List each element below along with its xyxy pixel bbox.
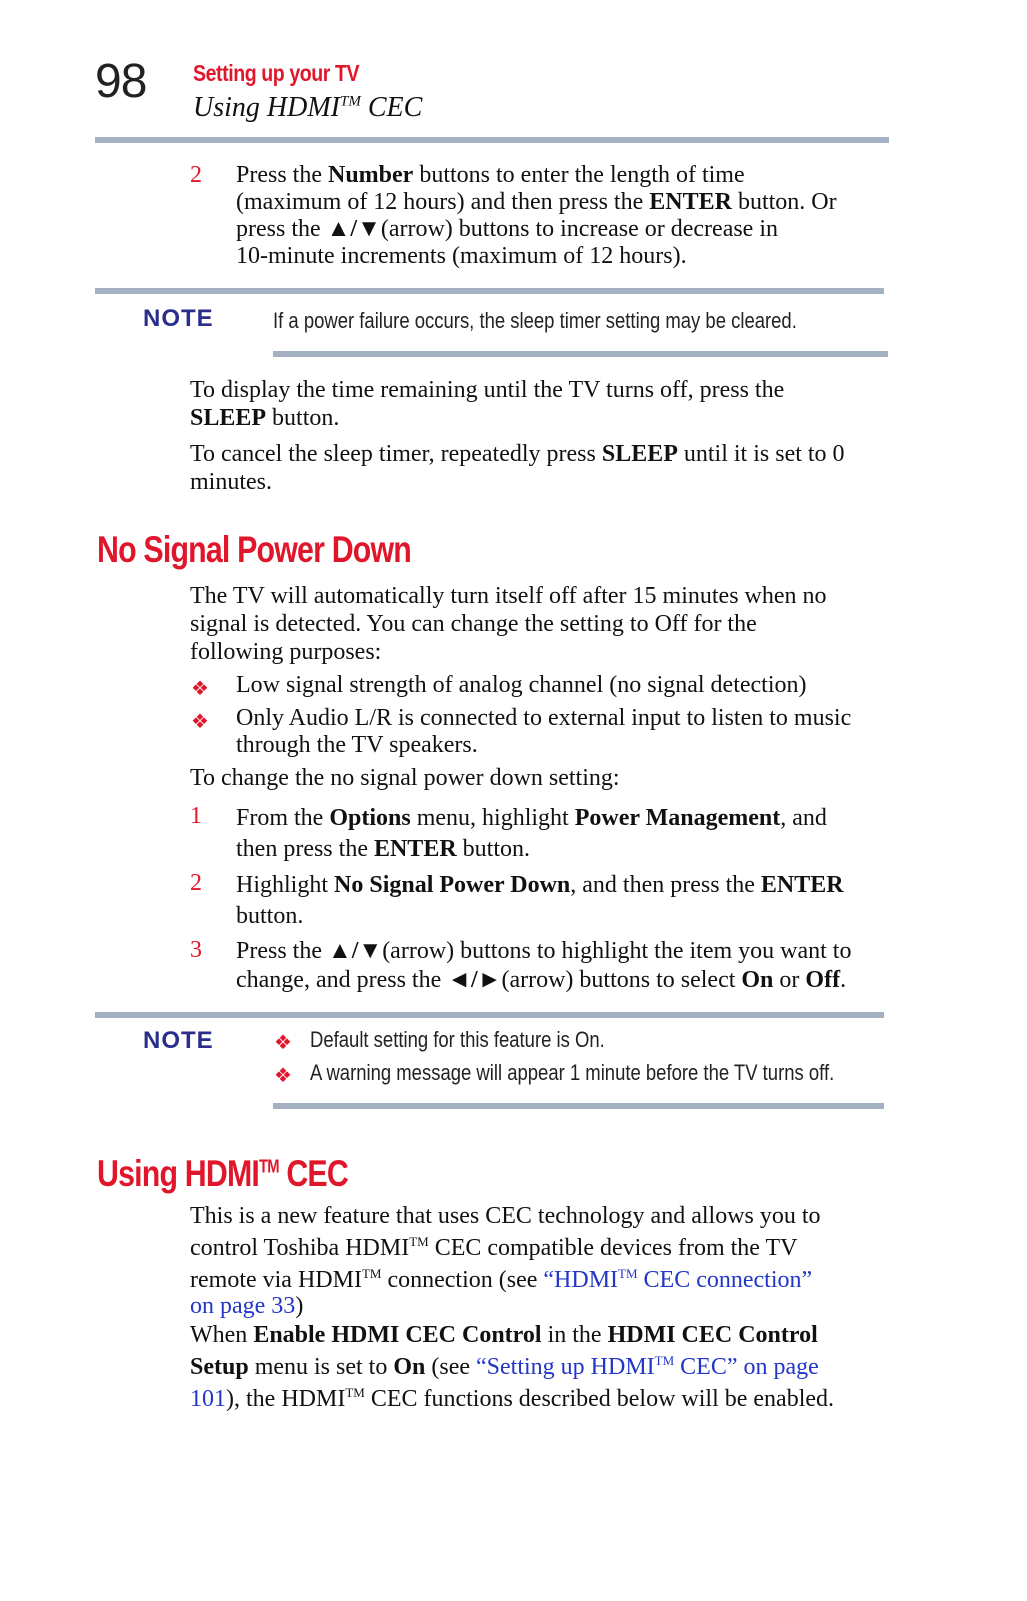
step-text: From the Options menu, highlight Power Management, and then press the ENTER button.: [236, 805, 827, 862]
section-title-text: Using HDMI: [193, 92, 340, 123]
paragraph-line: The TV will automatically turn itself off after 15 minutes when no: [190, 583, 827, 609]
section-heading-no-signal: No Signal Power Down: [97, 529, 411, 570]
paragraph-line: To display the time remaining until the TV turns off, press the: [190, 377, 785, 403]
step-number: 2: [190, 162, 202, 188]
bullet-icon: ❖: [274, 1065, 292, 1087]
note-bottom-rule: [273, 351, 888, 357]
link-page-101[interactable]: 101: [190, 1386, 226, 1412]
header-rule: [95, 137, 889, 143]
note-label: NOTE: [143, 1027, 214, 1054]
step-line: press the ▲/▼(arrow) buttons to increase or decrease in: [236, 216, 779, 242]
steps-intro: To change the no signal power down setting:: [190, 765, 620, 791]
bullet-icon: ❖: [274, 1032, 292, 1054]
paragraph-line: signal is detected. You can change the setting to Off for the: [190, 611, 757, 637]
step-line: Press the Number buttons to enter the length of time: [236, 162, 745, 188]
hdmi-paragraph-2: When Enable HDMI CEC Control in the HDMI CEC Control Setup menu is set to On (see “Setting up HDMI™ CEC” on page 101), the HDMI™ CEC functions described below will be enabled.: [190, 1322, 835, 1412]
hdmi-paragraph-1: This is a new feature that uses CEC technology and allows you to control Toshiba HDMI™ CEC compatible devices from the TV remote via HDMI™ connection (see “HDMI™ CEC connection” on page 33): [190, 1203, 821, 1319]
link-hdmi-cec-connection[interactable]: “HDMI™ CEC connection”: [543, 1266, 813, 1293]
step-number: 2: [190, 870, 202, 896]
bullet-text: Low signal strength of analog channel (no signal detection): [236, 672, 807, 698]
section-heading-hdmi: Using HDMI™ CEC: [97, 1153, 348, 1194]
chapter-title: Setting up your TV: [193, 60, 360, 86]
step-number: 1: [190, 803, 202, 829]
note-text: If a power failure occurs, the sleep timer setting may be cleared.: [273, 308, 797, 333]
note-text: A warning message will appear 1 minute before the TV turns off.: [310, 1060, 835, 1085]
section-title-tm: TM: [340, 93, 361, 110]
note-bottom-rule: [273, 1103, 884, 1109]
paragraph-line: following purposes:: [190, 639, 382, 665]
link-page-33[interactable]: on page 33: [190, 1293, 296, 1319]
link-setting-up-hdmi-cec[interactable]: “Setting up HDMI™ CEC” on page: [476, 1353, 819, 1380]
sleep-paragraphs: [190, 376, 910, 496]
step-text: Press the ▲/▼(arrow) buttons to highlight the item you want to change, and press the ◄/►(arrow) buttons to select On or Off.: [236, 938, 852, 993]
bullet-text: Only Audio L/R is connected to external input to listen to music through the TV speakers.: [236, 705, 852, 758]
step-text: [236, 162, 896, 270]
page-number: 98: [95, 55, 147, 108]
section-title: [193, 92, 422, 124]
step-line: 10-minute increments (maximum of 12 hours).: [236, 243, 687, 269]
note-top-rule: [95, 288, 884, 294]
note-top-rule: [95, 1012, 884, 1018]
step-line: (maximum of 12 hours) and then press the ENTER button. Or: [236, 189, 837, 215]
note-text: Default setting for this feature is On.: [310, 1027, 605, 1052]
bullet-icon: ❖: [191, 711, 209, 733]
step-text: Highlight No Signal Power Down, and then press the ENTER button.: [236, 872, 844, 929]
step-number: 3: [190, 937, 202, 963]
note-label: NOTE: [143, 305, 214, 332]
paragraph-line: To cancel the sleep timer, repeatedly press SLEEP until it is set to 0: [190, 441, 845, 467]
section-title-tail: CEC: [360, 92, 423, 123]
no-signal-intro: [190, 582, 910, 666]
paragraph-line: minutes.: [190, 469, 272, 495]
bullet-icon: ❖: [191, 678, 209, 700]
paragraph-line: SLEEP button.: [190, 405, 340, 431]
